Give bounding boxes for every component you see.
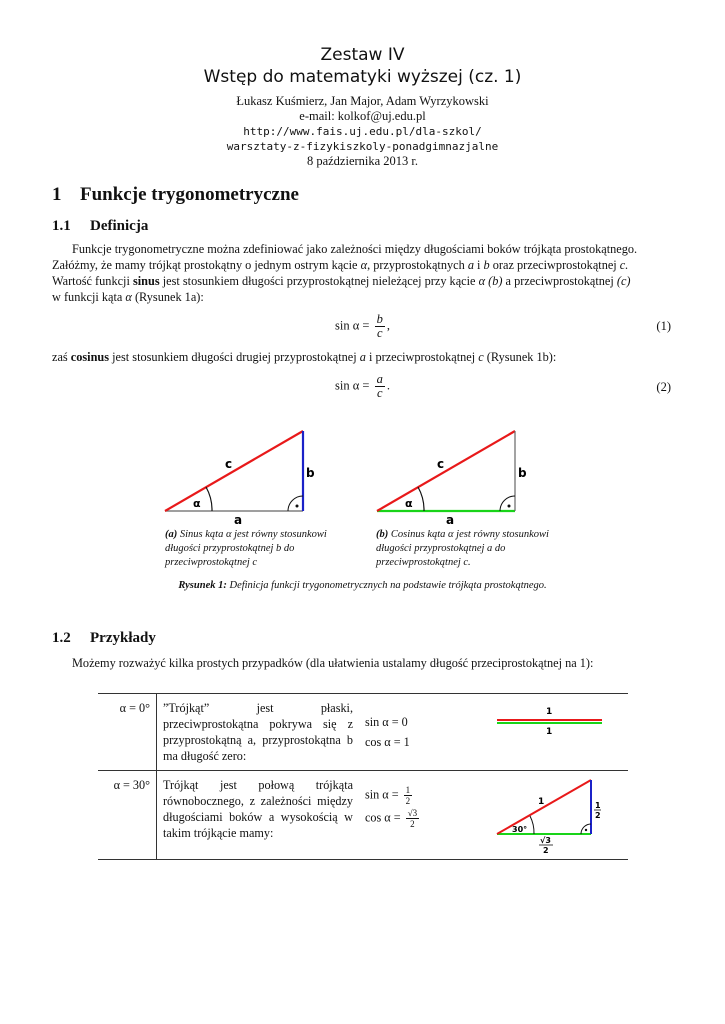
subsection-number: 1.1 — [52, 218, 71, 234]
triangle-figure-sinus — [160, 425, 325, 525]
text: Załóżmy, że mamy trójkąt prostokątny o jednym ostrym kącie — [52, 258, 361, 272]
subsection-heading-przyklady — [52, 630, 156, 647]
figure-caption — [0, 580, 725, 591]
label-angle: 30° — [512, 825, 528, 834]
punct: . — [386, 378, 390, 393]
label-alpha: α — [405, 497, 413, 510]
fraction — [375, 373, 385, 400]
section-title: Funkcje trygonometryczne — [80, 184, 299, 205]
figure-cell — [486, 771, 628, 860]
equation-2 — [0, 373, 725, 400]
denominator: 2 — [410, 819, 415, 829]
angle-arc — [418, 487, 424, 511]
right-angle-mark — [500, 496, 515, 511]
cosinus-paragraph — [52, 349, 672, 365]
term-cosinus: cosinus — [70, 350, 110, 364]
email: e-mail: kolkof@uj.edu.pl — [299, 109, 426, 123]
label-alpha: α — [193, 497, 201, 510]
section-heading — [52, 184, 299, 206]
examples-intro: Możemy rozważyć kilka prostych przypadków (dla ułatwienia ustalamy długość przeciprostokątnej na 1): — [72, 656, 594, 670]
definition-paragraph — [52, 241, 672, 305]
url-line-2[interactable]: warsztaty-z-fizykiszkoly-ponadgimnazjalne — [226, 140, 499, 153]
subsection-number: 1.2 — [52, 630, 71, 646]
right-angle-dot — [585, 829, 587, 831]
angle-cell: α = 0° — [98, 694, 157, 771]
cos-value — [365, 808, 480, 829]
text: zaś — [52, 350, 71, 364]
text: w funkcji kąta — [52, 290, 126, 304]
numerator: b — [376, 312, 383, 326]
math-alpha: α — [125, 290, 132, 304]
subcaption-tag: (b) — [376, 529, 389, 540]
math-b: (b) — [488, 274, 503, 288]
examples-table — [98, 693, 628, 860]
label-hyp: 1 — [546, 707, 553, 717]
title-line-1: Zestaw IV — [320, 45, 405, 65]
equation-1 — [0, 313, 725, 340]
description-cell: Trójkąt jest połową trójkąta równobocznego, z zależności między długościami boków a wysokością w takim trójkącie mamy: — [163, 778, 353, 840]
figure-caption-text: Definicja funkcji trygonometrycznych na podstawie trójkąta prostokątnego. — [229, 580, 547, 591]
section-number: 1 — [52, 184, 62, 205]
title-block — [0, 44, 725, 88]
math-c: (c) — [616, 274, 631, 288]
label-b: b — [518, 466, 527, 480]
cos-value: cos α = 1 — [365, 735, 410, 749]
label-opp-num: 1 — [595, 801, 601, 810]
text: (Rysunek 1b): — [483, 350, 557, 364]
cos-lhs: cos α = — [365, 810, 401, 825]
fraction — [406, 808, 419, 829]
text: jest stosunkiem długości przyprostokątnej nieleżącej przy kącie — [159, 274, 479, 288]
text: i — [473, 258, 484, 272]
denominator: 2 — [405, 796, 411, 806]
figure-caption-tag: Rysunek 1: — [178, 580, 227, 591]
text: , przyprostokątnych — [367, 258, 468, 272]
math-b: b — [483, 258, 490, 272]
formula-cell — [359, 694, 486, 771]
label-adj-num: √3 — [540, 836, 551, 845]
sin-value — [365, 785, 480, 806]
angle-cell: α = 30° — [98, 771, 157, 860]
subsection-title: Definicja — [90, 218, 149, 234]
subcaption-text: Cosinus kąta α jest równy stosunkowi długości przyprostokątnej a do przeciwprostokątnej c. — [376, 529, 549, 568]
flat-triangle-figure — [492, 700, 607, 740]
angle-arc — [206, 487, 212, 511]
right-angle-dot — [296, 505, 299, 508]
right-angle-dot — [508, 505, 511, 508]
para-line — [52, 257, 672, 273]
para-line: Funkcje trygonometryczne można zdefiniować jako zależności między długościami boków trójkąta prostokątnego. — [72, 242, 638, 256]
math-a: a — [359, 350, 366, 364]
subcaption-text: Sinus kąta α jest równy stosunkowi długości przyprostokątnej b do przeciwprostokątnej c — [165, 529, 327, 568]
text: oraz przeciwprostokątnej — [489, 258, 620, 272]
text: i przeciwprostokątnej — [365, 350, 479, 364]
numerator: 1 — [405, 785, 411, 795]
label-adj: 1 — [546, 727, 553, 737]
text: a przeciwprostokątnej — [502, 274, 617, 288]
text: (Rysunek 1a): — [131, 290, 204, 304]
hypotenuse-c — [165, 431, 303, 511]
angle-arc — [530, 816, 534, 834]
para-line — [52, 289, 672, 305]
date: 8 października 2013 r. — [306, 154, 419, 168]
subcaption-a — [165, 528, 350, 570]
formula-cell — [359, 771, 486, 860]
text: Wartość funkcji — [52, 274, 133, 288]
eq-lhs: sin α = — [335, 318, 370, 333]
equation-number-2: (2) — [656, 380, 671, 394]
subsection-heading-definicja — [52, 218, 148, 235]
figure-cell — [486, 694, 628, 771]
hypotenuse-c — [377, 431, 515, 511]
title-line-2: Wstęp do matematyki wyższej (cz. 1) — [203, 67, 522, 87]
term-sinus: sinus — [132, 274, 160, 288]
eq-lhs: sin α = — [335, 378, 370, 393]
math-alpha: α — [360, 258, 368, 272]
label-c: c — [437, 457, 445, 471]
fraction — [375, 313, 385, 340]
description-cell: ”Trójkąt” jest płaski, przeciwprostokątna pokrywa się z przyprostokątną a, przyprostokątna b ma długość zero: — [163, 701, 353, 763]
right-angle-mark — [288, 496, 303, 511]
fraction — [404, 785, 413, 806]
para-line — [52, 273, 672, 289]
table-row — [98, 694, 628, 771]
label-adj-den: 2 — [543, 846, 549, 855]
math-c: c — [478, 350, 484, 364]
text: jest stosunkiem długości drugiej przyprostokątnej — [109, 350, 360, 364]
sin-value: sin α = 0 — [365, 715, 408, 729]
label-hyp: 1 — [538, 797, 545, 807]
subcaption-tag: (a) — [165, 529, 178, 540]
triangle-30-figure — [492, 777, 607, 855]
math-alpha: α — [478, 274, 486, 288]
label-c: c — [225, 457, 233, 471]
label-a: a — [234, 513, 243, 525]
label-a: a — [446, 513, 455, 525]
numerator: a — [376, 372, 383, 386]
sin-lhs: sin α = — [365, 787, 399, 802]
triangle-figure-cosinus — [372, 425, 537, 525]
math-a: a — [467, 258, 474, 272]
label-opp-den: 2 — [595, 811, 601, 820]
denominator: c — [376, 386, 383, 400]
authors: Łukasz Kuśmierz, Jan Major, Adam Wyrzykowski — [236, 94, 489, 108]
punct: , — [386, 318, 390, 333]
subcaption-b — [376, 528, 561, 570]
equation-number-1: (1) — [656, 319, 671, 333]
math-c: c. — [619, 258, 629, 272]
numerator: √3 — [407, 808, 418, 818]
url-line-1[interactable]: http://www.fais.uj.edu.pl/dla-szkol/ — [243, 125, 482, 138]
subsection-title: Przykłady — [90, 630, 156, 646]
label-b: b — [306, 466, 315, 480]
denominator: c — [376, 326, 383, 340]
table-row — [98, 771, 628, 860]
